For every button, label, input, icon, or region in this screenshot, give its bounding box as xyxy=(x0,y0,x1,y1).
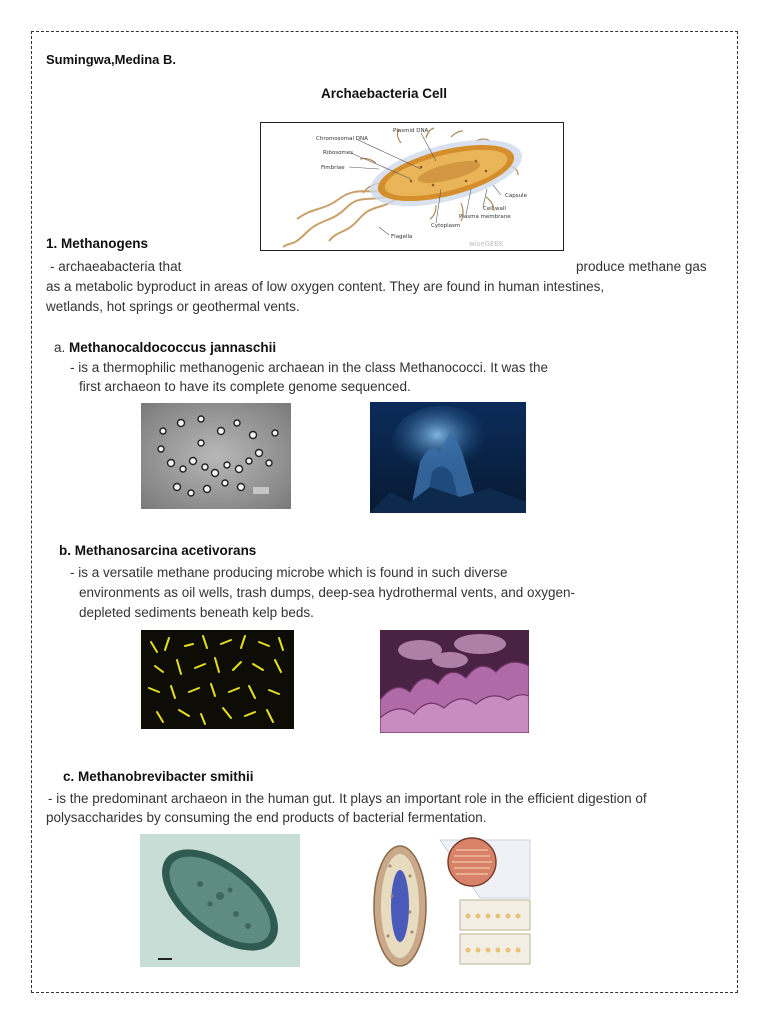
photo-cell-illustration xyxy=(370,836,535,967)
label-capsule: Capsule xyxy=(505,193,527,199)
label-cytoplasm: Cytoplasm xyxy=(431,223,461,229)
photo-fluorescent-rods xyxy=(141,630,294,729)
sub-c-line2: polysaccharides by consuming the end products of bacterial fermentation. xyxy=(46,810,487,825)
sub-a-name: Methanocaldococcus jannaschii xyxy=(69,340,277,355)
label-plasma-membrane: Plasma membrane xyxy=(459,214,511,220)
label-plasmid-dna: Plasmid DNA xyxy=(393,128,429,134)
sub-b-line3: depleted sediments beneath kelp beds. xyxy=(79,605,314,620)
section-methanogens-line1-left: - archaeabacteria that xyxy=(50,259,182,274)
sub-a-line2: first archaeon to have its complete genome sequenced. xyxy=(79,379,411,394)
cell-diagram-svg xyxy=(261,123,563,250)
section-methanogens-line1-right: produce methane gas xyxy=(576,259,707,274)
sub-b-line1: - is a versatile methane producing microbe which is found in such diverse xyxy=(70,565,508,580)
author-name: Sumingwa,Medina B. xyxy=(46,52,177,67)
label-cell-wall: Cell wall xyxy=(483,206,506,212)
sub-a-prefix: a. xyxy=(54,340,66,355)
label-fimbriae: Fimbriae xyxy=(321,165,345,171)
sub-c-heading: c. Methanobrevibacter smithii xyxy=(63,769,254,784)
label-ribosomes: Ribosomes xyxy=(323,150,354,156)
sub-a-heading xyxy=(54,338,276,358)
document-title: Archaebacteria Cell xyxy=(320,86,448,101)
sub-a-line1: - is a thermophilic methanogenic archaean in the class Methanococci. It was the xyxy=(70,360,548,375)
sub-b-heading: b. Methanosarcina acetivorans xyxy=(59,543,257,558)
sub-c-line1: - is the predominant archaeon in the human gut. It plays an important role in the efficient digestion of xyxy=(48,791,647,806)
photo-colony-sem xyxy=(380,630,529,733)
section-methanogens-heading: 1. Methanogens xyxy=(46,236,149,251)
photo-tem-rod xyxy=(140,834,300,967)
watermark-label: wiseGEEK xyxy=(469,240,504,248)
section-methanogens-line2: as a metabolic byproduct in areas of low oxygen content. They are found in human intestines, xyxy=(46,279,605,294)
cell-diagram xyxy=(260,122,564,251)
photo-hydrothermal-vent xyxy=(370,402,526,513)
section-methanogens-line3: wetlands, hot springs or geothermal vents. xyxy=(46,299,300,314)
label-chromosomal-dna: Chromosomal DNA xyxy=(316,136,368,142)
label-flagella: Flagella xyxy=(391,234,413,240)
sub-b-line2: environments as oil wells, trash dumps, deep-sea hydrothermal vents, and oxygen- xyxy=(79,585,575,600)
photo-micrograph-cocci xyxy=(141,403,291,509)
